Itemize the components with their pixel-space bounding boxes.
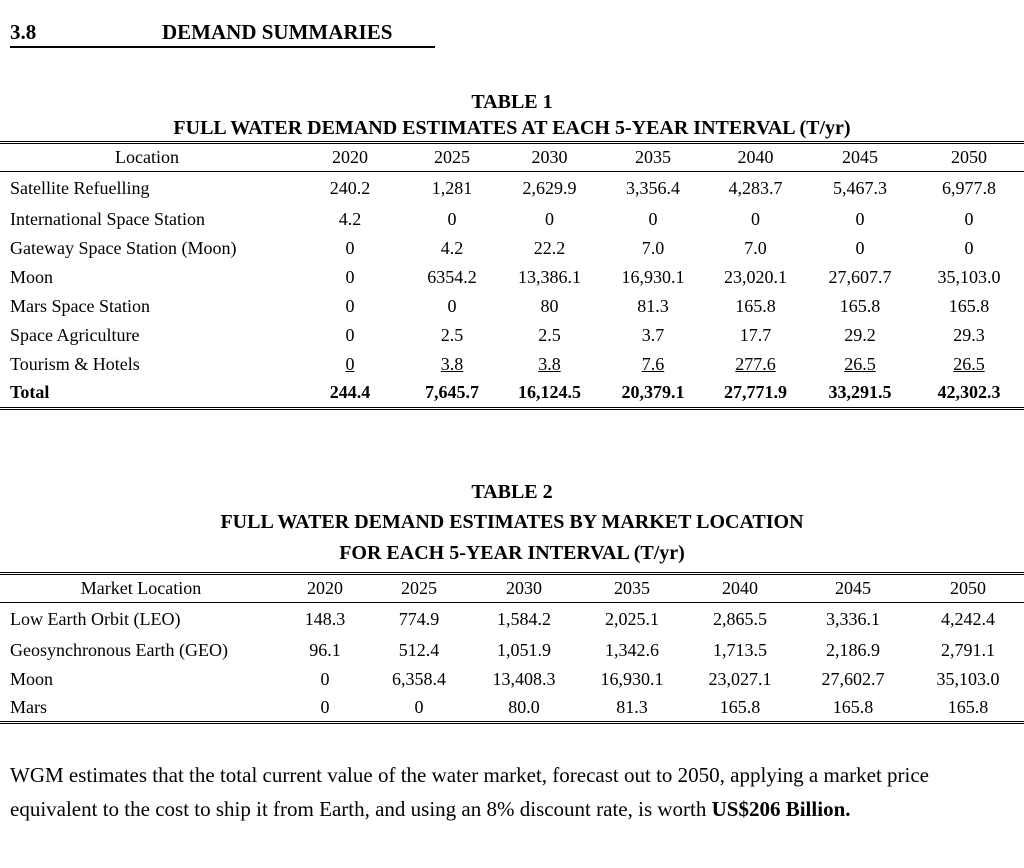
- table1-cell: 0: [855, 208, 865, 229]
- table1-cell: 4,283.7: [728, 177, 783, 198]
- table1-cell-value: 3.8: [440, 353, 464, 374]
- table1-cell-value: 26.5: [953, 353, 985, 374]
- table2-title-line1: FULL WATER DEMAND ESTIMATES BY MARKET LOCATION: [220, 511, 804, 533]
- table1-cell: 0: [345, 324, 355, 345]
- table1-cell: 165.8: [839, 295, 881, 316]
- table1-header-7: 2050: [951, 147, 987, 167]
- table1-title: FULL WATER DEMAND ESTIMATES AT EACH 5-YEAR INTERVAL (T/yr): [173, 117, 851, 139]
- table2-cell: 6,358.4: [392, 668, 446, 689]
- table2-cell: 0: [320, 696, 330, 717]
- table1-cell: 240.2: [329, 177, 371, 198]
- table2-cell: 81.3: [616, 696, 648, 717]
- table1-cell-value: 26.5: [844, 353, 876, 374]
- table1-cell: 81.3: [637, 295, 669, 316]
- table1-total-cell: 33,291.5: [828, 382, 892, 403]
- table2-cell: 1,713.5: [713, 639, 767, 660]
- table1-row: [0, 205, 1024, 234]
- table1-row: [0, 172, 1024, 205]
- table1-cell: 0: [964, 237, 974, 258]
- table1-cell: 0: [751, 208, 760, 229]
- table2-header-0: Market Location: [80, 578, 202, 598]
- table1-cell: 22.2: [533, 237, 566, 258]
- table1-row: [0, 292, 1024, 321]
- table1-total-cell: 16,124.5: [518, 382, 581, 403]
- section-title: DEMAND SUMMARIES: [162, 20, 393, 44]
- section-heading: [10, 20, 435, 48]
- table1-total-cell: 7,645.7: [425, 382, 479, 403]
- table2-row-label: Moon: [10, 668, 54, 689]
- table1-total-cell: 244.4: [329, 382, 371, 403]
- table1-cell: 0: [345, 237, 355, 258]
- table2-cell: 13,408.3: [492, 668, 556, 689]
- table1-cell: 17.7: [739, 324, 772, 345]
- table1-row: [0, 234, 1024, 263]
- table1-cell: [294, 350, 406, 379]
- table1-cell: [705, 350, 806, 379]
- table1-cell: 4.2: [440, 237, 464, 258]
- table2-cell: 2,186.9: [826, 639, 880, 660]
- table2-cell: 2,025.1: [605, 608, 659, 629]
- table1-total-row: [0, 379, 1024, 409]
- table1-cell: [498, 350, 601, 379]
- table2-label: TABLE 2: [471, 481, 553, 503]
- table1-cell: 16,930.1: [621, 266, 685, 287]
- table2-cell: 27,602.7: [821, 668, 885, 689]
- table2-cell: 3,336.1: [826, 608, 880, 629]
- table1-cell: 3.7: [641, 324, 665, 345]
- table2-cell: 0: [320, 668, 330, 689]
- table2-title-line2: FOR EACH 5-YEAR INTERVAL (T/yr): [339, 542, 685, 564]
- table1-header-5: 2040: [737, 147, 774, 167]
- table1-cell: 6354.2: [427, 266, 477, 287]
- table1-header-6: 2045: [842, 147, 878, 167]
- table2-cell: 1,342.6: [605, 639, 659, 660]
- table2-header-7: 2050: [950, 578, 986, 598]
- table1-cell: 6,977.8: [942, 177, 996, 198]
- table2-row-label: Low Earth Orbit (LEO): [10, 608, 181, 629]
- table2-cell: 165.8: [832, 696, 874, 717]
- table2-cell: 2,865.5: [713, 608, 767, 629]
- table1-cell: 0: [964, 208, 974, 229]
- table2-header-3: 2030: [506, 578, 542, 598]
- table1-cell: 0: [345, 295, 355, 316]
- table2-cell: 165.8: [719, 696, 761, 717]
- table1-header-2: 2025: [434, 147, 470, 167]
- table1-row-label: Space Agriculture: [10, 324, 140, 345]
- table1-cell-value: 7.6: [641, 353, 665, 374]
- table1-cell: 7.0: [744, 237, 767, 258]
- table1-cell: 2.5: [440, 324, 464, 345]
- table2-cell: 80.0: [508, 696, 540, 717]
- table2-cell: 774.9: [398, 608, 440, 629]
- table1-cell: 29.2: [844, 324, 876, 345]
- table1-cell: [601, 350, 705, 379]
- table1-cell: 0: [447, 208, 457, 229]
- table2-cell: 4,242.4: [941, 608, 995, 629]
- table1-cell: 23,020.1: [724, 266, 787, 287]
- table2-row: [0, 694, 1024, 723]
- table2-header-5: 2040: [722, 578, 758, 598]
- table1-cell: 0: [545, 208, 554, 229]
- table1-row-label: Mars Space Station: [10, 295, 150, 316]
- table1-total-cell: 42,302.3: [937, 382, 1001, 403]
- table1-header-1: 2020: [332, 147, 368, 167]
- table1-cell: 80: [540, 295, 559, 316]
- summary-value: US$206 Billion.: [711, 797, 851, 821]
- table1-cell: 165.8: [735, 295, 776, 316]
- table1-cell: [806, 350, 914, 379]
- table2-cell: 96.1: [309, 639, 341, 660]
- table1-label: TABLE 1: [471, 91, 553, 113]
- table1-cell: 1,281: [431, 177, 473, 198]
- table1-header-4: 2035: [635, 147, 671, 167]
- table1-cell: 7.0: [641, 237, 665, 258]
- table2-cell: 148.3: [304, 608, 346, 629]
- table1-cell: 2.5: [538, 324, 561, 345]
- table1-cell: 0: [648, 208, 658, 229]
- table1-cell-value: 0: [345, 353, 355, 374]
- table2-cell: 2,791.1: [941, 639, 995, 660]
- section-number: 3.8: [10, 20, 37, 44]
- table1-total-label: Total: [10, 382, 50, 403]
- table2-cell: 165.8: [947, 696, 989, 717]
- table1-header-3: 2030: [531, 147, 568, 167]
- table1-cell: 2,629.9: [522, 177, 577, 198]
- table2-row-label: Geosynchronous Earth (GEO): [10, 639, 228, 660]
- table2-row: [0, 603, 1024, 636]
- table2-cell: 1,051.9: [497, 639, 551, 660]
- table2-header-2: 2025: [401, 578, 437, 598]
- table2: [0, 572, 1024, 724]
- table1-cell: 5,467.3: [833, 177, 887, 198]
- table1-total-cell: 20,379.1: [621, 382, 685, 403]
- table1-cell: 4.2: [338, 208, 362, 229]
- table2-header-4: 2035: [614, 578, 650, 598]
- table2-row: [0, 665, 1024, 694]
- table1-row-label: Tourism & Hotels: [10, 353, 140, 374]
- table1-cell: [406, 350, 498, 379]
- summary-text: WGM estimates that the total current value of the water market, forecast out to 2050, applying a market price equivalent to the cost to ship it from Earth, and using an 8% discount rate, is worth: [10, 763, 930, 821]
- table1-cell: [914, 350, 1024, 379]
- table2-header-6: 2045: [835, 578, 871, 598]
- table1: [0, 141, 1024, 410]
- table2-row: [0, 636, 1024, 665]
- table2-row-label: Mars: [10, 696, 47, 717]
- table1-cell: 13,386.1: [518, 266, 581, 287]
- table1-row: [0, 350, 1024, 379]
- table1-cell: 0: [345, 266, 355, 287]
- table1-cell: 165.8: [948, 295, 990, 316]
- table1-row-label: Satellite Refuelling: [10, 177, 150, 198]
- table1-cell: 29.3: [953, 324, 985, 345]
- table1-cell: 3,356.4: [626, 177, 680, 198]
- summary-paragraph: [10, 758, 1010, 826]
- table2-cell: 16,930.1: [600, 668, 664, 689]
- table2-header-row: [0, 574, 1024, 603]
- table1-cell-value: 277.6: [735, 353, 776, 374]
- table2-cell: 35,103.0: [936, 668, 1000, 689]
- table1-header-row: [0, 143, 1024, 172]
- table1-cell: 0: [855, 237, 865, 258]
- table2-cell: 23,027.1: [708, 668, 772, 689]
- table1-row: [0, 263, 1024, 292]
- table1-row-label: Gateway Space Station (Moon): [10, 237, 237, 258]
- table1-row-label: International Space Station: [10, 208, 205, 229]
- table1-total-cell: 27,771.9: [724, 382, 787, 403]
- table1-cell-value: 3.8: [538, 353, 561, 374]
- table2-cell: 512.4: [398, 639, 440, 660]
- table2-header-1: 2020: [307, 578, 343, 598]
- table1-row-label: Moon: [10, 266, 54, 287]
- table1-row: [0, 321, 1024, 350]
- table1-header-0: Location: [115, 147, 179, 167]
- table2-cell: 1,584.2: [497, 608, 551, 629]
- table1-cell: 0: [447, 295, 457, 316]
- table2-cell: 0: [414, 696, 424, 717]
- table1-cell: 35,103.0: [937, 266, 1001, 287]
- table1-cell: 27,607.7: [828, 266, 892, 287]
